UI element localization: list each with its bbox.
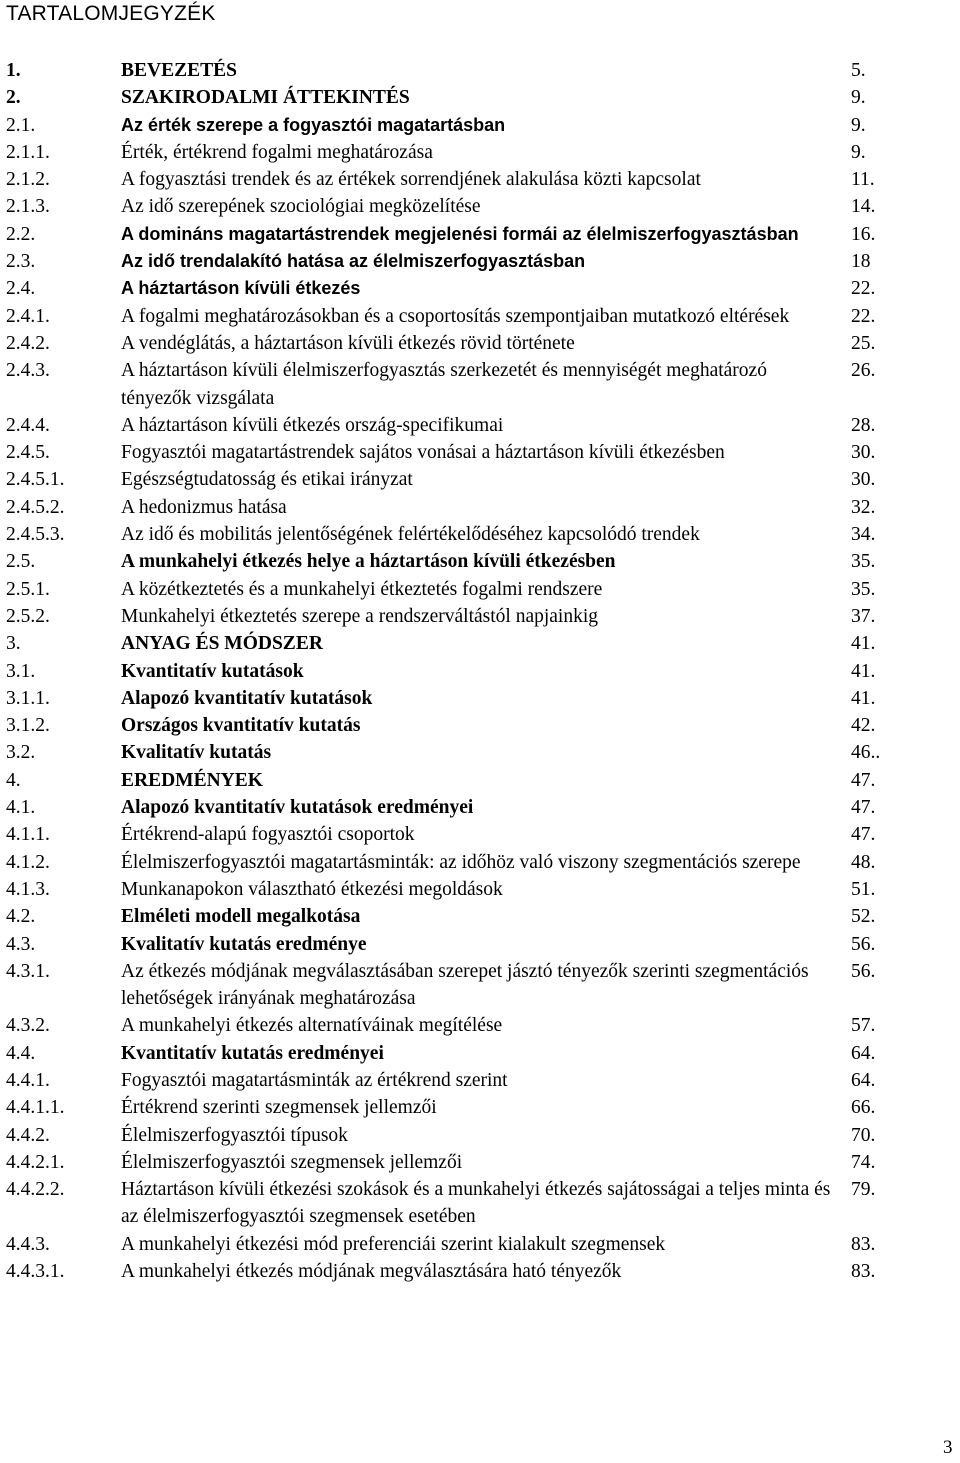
toc-entry[interactable] <box>6 1067 954 1094</box>
toc-entry-page: 64. <box>851 1042 876 1064</box>
toc-entry-number: 4.4.1.1. <box>6 1097 65 1119</box>
toc-entry[interactable] <box>6 603 954 630</box>
toc-entry[interactable] <box>6 767 954 794</box>
toc-entry-title: Fogyasztói magatartástrendek sajátos vonásai a háztartáson kívüli étkezésben <box>121 442 725 464</box>
toc-entry[interactable] <box>6 248 954 275</box>
toc-entry-title: A háztartáson kívüli étkezés ország-specifikumai <box>121 414 504 436</box>
toc-entry[interactable] <box>6 521 954 548</box>
toc-entry-number: 2.2. <box>6 223 36 245</box>
toc-entry-number: 4.4.2. <box>6 1124 50 1146</box>
toc-entry-title: A domináns magatartástrendek megjelenési formái az élelmiszerfogyasztásban <box>121 223 799 244</box>
toc-entry-number: 2.4.5. <box>6 442 50 464</box>
toc-entry-title: A munkahelyi étkezés módjának megválasztására ható tényezők <box>121 1261 622 1283</box>
toc-entry-number: 4.1.2. <box>6 851 50 873</box>
toc-entry-number: 2.4.4. <box>6 414 50 436</box>
page-title: TARTALOMJEGYZÉK <box>6 2 216 25</box>
toc-entry-page: 5. <box>851 60 866 81</box>
toc-entry[interactable] <box>6 466 954 493</box>
toc-entry-page: 42. <box>851 715 876 737</box>
toc-entry-number: 2.1.2. <box>6 169 50 191</box>
toc-entry-page: 34. <box>851 524 876 546</box>
toc-entry-number: 2.5.1. <box>6 578 50 600</box>
toc-entry[interactable] <box>6 1258 954 1285</box>
toc-entry-number: 4.4.3. <box>6 1233 50 1255</box>
toc-entry-page: 41. <box>851 660 876 682</box>
toc-entry-page: 25. <box>851 332 876 354</box>
toc-entry-number: 3.1.2. <box>6 715 50 737</box>
toc-entry-title: A munkahelyi étkezési mód preferenciái szerint kialakult szegmensek <box>121 1233 666 1255</box>
toc-entry-title: Az idő trendalakító hatása az élelmiszerfogyasztásban <box>121 251 586 272</box>
toc-entry-title: A munkahelyi étkezés helye a háztartáson kívüli étkezésben <box>121 551 616 573</box>
toc-entry-number: 2.4.3. <box>6 360 50 382</box>
toc-entry-number: 4.2. <box>6 906 36 928</box>
toc-entry-page: 79. <box>851 1179 876 1201</box>
toc-entry-number: 2.5.2. <box>6 605 50 627</box>
toc-entry-page: 35. <box>851 578 876 600</box>
toc-entry[interactable] <box>6 357 954 412</box>
toc-entry[interactable] <box>6 903 954 930</box>
toc-entry-number: 4.3. <box>6 933 36 955</box>
toc-entry-title: Az idő és mobilitás jelentőségének felértékelődéséhez kapcsolódó trendek <box>121 524 700 546</box>
toc-entry[interactable] <box>6 330 954 357</box>
toc-entry[interactable] <box>6 1040 954 1067</box>
toc-entry-title: A vendéglátás, a háztartáson kívüli étkezés rövid története <box>121 332 575 354</box>
toc-entry-number: 4. <box>6 769 21 791</box>
toc-entry-title: Munkahelyi étkeztetés szerepe a rendszerváltástól napjainkig <box>121 605 599 627</box>
toc-entry[interactable] <box>6 821 954 848</box>
toc-entry[interactable] <box>6 439 954 466</box>
toc-entry-page: 74. <box>851 1151 876 1173</box>
toc-entry-page: 52. <box>851 906 876 928</box>
toc-entry-page: 9. <box>851 141 866 163</box>
toc-entry-page: 83. <box>851 1233 876 1255</box>
toc-entry-title: Kvantitatív kutatás eredményei <box>121 1042 384 1064</box>
toc-entry-number: 2.1.1. <box>6 141 50 163</box>
toc-entry-number: 2.1. <box>6 114 36 136</box>
toc-entry[interactable] <box>6 1094 954 1121</box>
toc-entry-number: 4.3.2. <box>6 1015 50 1037</box>
toc-entry[interactable] <box>6 548 954 575</box>
toc-entry[interactable] <box>6 494 954 521</box>
table-of-contents <box>6 57 954 1285</box>
toc-entry-title: Fogyasztói magatartásminták az értékrend szerint <box>121 1069 508 1091</box>
toc-entry-page: 48. <box>851 851 876 873</box>
toc-entry-title: Az érték szerepe a fogyasztói magatartásban <box>121 114 506 135</box>
toc-entry-number: 4.3.1. <box>6 960 50 982</box>
page-number: 3 <box>943 1437 953 1458</box>
toc-entry-page: 41. <box>851 633 876 655</box>
toc-entry-page: 64. <box>851 1069 876 1091</box>
toc-entry-title: Munkanapokon választható étkezési megoldások <box>121 878 503 900</box>
toc-entry-title: A közétkeztetés és a munkahelyi étkeztetés fogalmi rendszere <box>121 578 603 600</box>
toc-entry[interactable] <box>6 876 954 903</box>
toc-entry-page: 22. <box>851 278 876 300</box>
toc-entry[interactable] <box>6 112 954 139</box>
toc-entry-title: Kvalitatív kutatás <box>121 742 272 764</box>
toc-entry-title: Elméleti modell megalkotása <box>121 906 361 928</box>
toc-entry-page: 9. <box>851 87 866 109</box>
toc-entry-page: 41. <box>851 687 876 709</box>
toc-entry[interactable] <box>6 193 954 220</box>
toc-entry-number: 3.1.1. <box>6 687 50 709</box>
toc-entry-title: Értékrend-alapú fogyasztói csoportok <box>121 824 415 846</box>
toc-entry[interactable] <box>6 1122 954 1149</box>
toc-entry-number: 2.1.3. <box>6 196 50 218</box>
toc-entry-title: Élelmiszerfogyasztói típusok <box>121 1124 348 1146</box>
toc-entry[interactable] <box>6 57 954 84</box>
toc-entry-title: Értékrend szerinti szegmensek jellemzői <box>121 1097 437 1119</box>
toc-entry-page: 26. <box>851 360 876 382</box>
toc-entry[interactable] <box>6 658 954 685</box>
toc-entry[interactable] <box>6 166 954 193</box>
toc-entry-page: 9. <box>851 114 866 136</box>
toc-entry-page: 56. <box>851 933 876 955</box>
toc-entry-page: 16. <box>851 223 876 245</box>
toc-entry-page: 32. <box>851 496 876 518</box>
toc-entry-number: 2.4.5.2. <box>6 496 65 518</box>
toc-entry-page: 57. <box>851 1015 876 1037</box>
toc-entry[interactable] <box>6 739 954 766</box>
toc-entry[interactable] <box>6 1149 954 1176</box>
toc-entry-number: 3. <box>6 633 21 655</box>
toc-entry-number: 4.1. <box>6 797 36 819</box>
toc-entry-page: 47. <box>851 824 876 846</box>
toc-entry-page: 18 <box>851 251 871 273</box>
toc-entry-number: 2.4. <box>6 278 36 300</box>
toc-entry-number: 2.4.5.1. <box>6 469 65 491</box>
toc-entry[interactable] <box>6 849 954 876</box>
toc-entry-title: Egészségtudatosság és etikai irányzat <box>121 469 413 491</box>
toc-entry-page: 70. <box>851 1124 876 1146</box>
toc-entry-title: Élelmiszerfogyasztói szegmensek jellemzői <box>121 1151 463 1173</box>
toc-entry-number: 4.4.3.1. <box>6 1261 65 1283</box>
toc-entry-number: 4.4.2.1. <box>6 1151 65 1173</box>
toc-entry-number: 4.4.2.2. <box>6 1179 65 1201</box>
toc-entry[interactable] <box>6 712 954 739</box>
toc-entry-title: EREDMÉNYEK <box>121 769 263 791</box>
toc-entry-page: 30. <box>851 469 876 491</box>
toc-entry[interactable] <box>6 794 954 821</box>
toc-entry-number: 2. <box>6 87 21 109</box>
toc-entry-page: 83. <box>851 1261 876 1283</box>
toc-entry[interactable] <box>6 576 954 603</box>
toc-entry-title: Az étkezés módjának megválasztásában szerepet jásztó tényezők szerinti szegmentációs lehetőségek irányának meghatározása <box>121 960 809 1010</box>
toc-entry-title: Élelmiszerfogyasztói magatartásminták: az időhöz való viszony szegmentációs szerepe <box>121 851 801 873</box>
toc-entry-title: A háztartáson kívüli élelmiszerfogyasztás szerkezetét és mennyiségét meghatározó tényezők vizsgálata <box>121 360 767 409</box>
toc-entry-title: Az idő szerepének szociológiai megközelítése <box>121 196 481 218</box>
toc-entry[interactable] <box>6 630 954 657</box>
toc-entry-number: 2.4.5.3. <box>6 524 65 546</box>
toc-entry[interactable] <box>6 685 954 712</box>
toc-entry-number: 2.4.1. <box>6 305 50 327</box>
toc-entry-number: 4.1.1. <box>6 824 50 846</box>
toc-entry-title: A munkahelyi étkezés alternatíváinak megítélése <box>121 1015 503 1037</box>
toc-entry-page: 22. <box>851 305 876 327</box>
toc-entry-page: 51. <box>851 878 876 900</box>
toc-entry-page: 35. <box>851 551 876 573</box>
toc-entry[interactable] <box>6 1012 954 1039</box>
toc-entry-title: Kvalitatív kutatás eredménye <box>121 933 367 955</box>
toc-entry-title: BEVEZETÉS <box>121 60 237 81</box>
toc-entry-number: 2.3. <box>6 251 36 273</box>
toc-entry-page: 47. <box>851 797 876 819</box>
toc-entry-title: A fogalmi meghatározásokban és a csoportosítás szempontjaiban mutatkozó eltérések <box>121 305 790 327</box>
toc-entry[interactable] <box>6 958 954 1013</box>
toc-entry-title: ANYAG ÉS MÓDSZER <box>121 633 323 655</box>
toc-entry-page: 56. <box>851 960 876 982</box>
toc-entry-page: 47. <box>851 769 876 791</box>
toc-entry-title: SZAKIRODALMI ÁTTEKINTÉS <box>121 87 410 109</box>
toc-entry[interactable] <box>6 275 954 302</box>
toc-entry-number: 2.5. <box>6 551 36 573</box>
toc-entry-title: Alapozó kvantitatív kutatások <box>121 687 373 709</box>
toc-entry-page: 11. <box>851 169 875 191</box>
toc-entry-page: 30. <box>851 442 876 464</box>
toc-entry[interactable] <box>6 84 954 111</box>
toc-entry-number: 2.4.2. <box>6 332 50 354</box>
toc-entry-title: Kvantitatív kutatások <box>121 660 304 682</box>
toc-entry[interactable] <box>6 1176 954 1231</box>
toc-entry-title: A háztartáson kívüli étkezés <box>121 278 361 299</box>
toc-entry-page: 66. <box>851 1097 876 1119</box>
toc-entry-title: Háztartáson kívüli étkezési szokások és a munkahelyi étkezés sajátosságai a teljes minta és az élelmiszerfogyasztói szegmensek esetében <box>121 1179 831 1228</box>
toc-entry-number: 4.4. <box>6 1042 36 1064</box>
toc-entry[interactable] <box>6 221 954 248</box>
toc-entry-page: 37. <box>851 605 876 627</box>
toc-entry-page: 28. <box>851 414 876 436</box>
toc-entry-number: 4.4.1. <box>6 1069 50 1091</box>
toc-entry-page: 14. <box>851 196 876 218</box>
toc-entry-number: 3.2. <box>6 742 36 764</box>
toc-entry-title: Országos kvantitatív kutatás <box>121 715 361 737</box>
toc-entry[interactable] <box>6 1231 954 1258</box>
toc-entry-number: 3.1. <box>6 660 36 682</box>
toc-entry-title: A fogyasztási trendek és az értékek sorrendjének alakulása közti kapcsolat <box>121 169 701 191</box>
toc-entry[interactable] <box>6 931 954 958</box>
toc-entry[interactable] <box>6 412 954 439</box>
toc-entry[interactable] <box>6 303 954 330</box>
toc-entry-number: 1. <box>6 60 21 81</box>
toc-entry-number: 4.1.3. <box>6 878 50 900</box>
toc-entry-title: A hedonizmus hatása <box>121 496 287 518</box>
toc-entry[interactable] <box>6 139 954 166</box>
toc-entry-page: 46.. <box>851 742 881 764</box>
toc-entry-title: Érték, értékrend fogalmi meghatározása <box>121 141 433 163</box>
toc-entry-title: Alapozó kvantitatív kutatások eredményei <box>121 797 474 819</box>
